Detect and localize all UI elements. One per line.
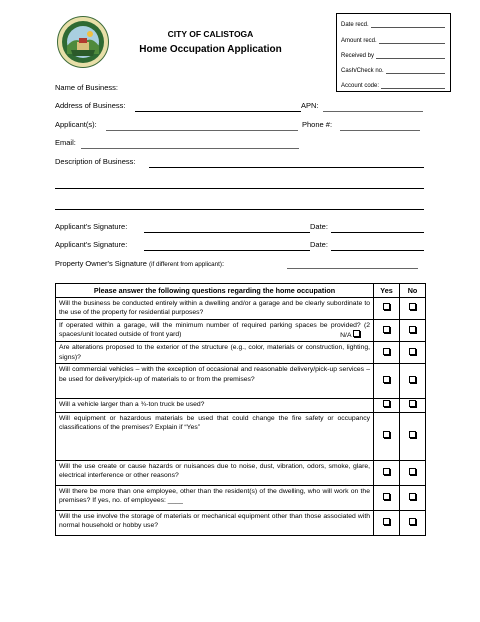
question-row [56, 399, 426, 412]
office-label: Cash/Check no. [341, 68, 384, 75]
form-title: Home Occupation Application [139, 44, 282, 55]
na-option [340, 330, 370, 340]
description-label: Description of Business: [55, 157, 136, 166]
question-row [56, 342, 426, 364]
date-line-1[interactable] [331, 231, 424, 233]
no-checkbox[interactable] [409, 348, 416, 355]
no-checkbox-cell [400, 510, 426, 535]
question-row [56, 412, 426, 460]
description-line-3[interactable] [55, 208, 424, 210]
question-text: Will there be more than one employee, other than the resident(s) of the dwelling, who will work on the premises? If yes, no. of employees: ____ [56, 485, 374, 510]
na-checkbox[interactable] [353, 330, 360, 337]
applicants-line[interactable] [106, 129, 298, 131]
no-checkbox[interactable] [409, 326, 416, 333]
office-label: Date recd. [341, 22, 369, 29]
owner-signature-label [55, 259, 224, 268]
office-label: Account code: [341, 83, 380, 90]
date-label-1: Date: [310, 222, 328, 231]
no-checkbox[interactable] [409, 400, 416, 407]
yes-checkbox-cell [374, 412, 400, 460]
yes-checkbox[interactable] [383, 303, 390, 310]
question-text [56, 320, 374, 342]
applicant-signature-label-1: Applicant's Signature: [55, 222, 128, 231]
yes-checkbox[interactable] [383, 348, 390, 355]
no-checkbox-cell [400, 460, 426, 485]
question-text-content: If operated within a garage, will the minimum number of required parking spaces be provided? (2 spaces/unit located outside of front yard) [59, 322, 370, 339]
question-text: Will commercial vehicles – with the exception of occasional and reasonable delivery/pick-up services – be used for delivery/pick-up of materials to or from the premises? [56, 364, 374, 399]
no-checkbox-cell [400, 364, 426, 399]
question-text: Will the business be conducted entirely within a dwelling and/or a garage and be clearly subordinate to the use of the property for residential purposes? [56, 298, 374, 320]
no-header: No [400, 284, 426, 298]
office-received-by [341, 47, 450, 62]
phone-label: Phone #: [302, 120, 333, 129]
office-line[interactable] [376, 58, 445, 59]
owner-signature-text: Property Owner's Signature [55, 259, 147, 268]
applicant-signature-line-2[interactable] [144, 249, 310, 251]
city-seal-logo [57, 16, 109, 68]
business-address-line[interactable] [135, 110, 301, 112]
email-label: Email: [55, 138, 76, 147]
yes-checkbox[interactable] [383, 326, 390, 333]
question-text: Are alterations proposed to the exterior of the structure (e.g., color, materials or construction, lighting, signs)? [56, 342, 374, 364]
no-checkbox[interactable] [409, 431, 416, 438]
office-label: Received by [341, 52, 375, 59]
office-line[interactable] [371, 27, 445, 28]
yes-checkbox[interactable] [383, 400, 390, 407]
no-checkbox[interactable] [409, 303, 416, 310]
no-checkbox[interactable] [409, 468, 416, 475]
question-row [56, 510, 426, 535]
no-checkbox-cell [400, 399, 426, 412]
apn-line[interactable] [323, 110, 423, 112]
office-date-received [341, 16, 450, 31]
yes-checkbox[interactable] [383, 518, 390, 525]
question-row [56, 485, 426, 510]
yes-checkbox[interactable] [383, 431, 390, 438]
date-label-2: Date: [310, 240, 328, 249]
question-row [56, 298, 426, 320]
questions-table [55, 283, 426, 536]
description-line-2[interactable] [55, 187, 424, 189]
no-checkbox-cell [400, 412, 426, 460]
yes-checkbox-cell [374, 485, 400, 510]
question-text: Will the use involve the storage of materials or mechanical equipment other than those associated with normal household or hobby use? [56, 510, 374, 535]
table-header: Please answer the following questions regarding the home occupation [56, 284, 374, 298]
yes-checkbox[interactable] [383, 468, 390, 475]
business-address-label: Address of Business: [55, 101, 126, 110]
yes-checkbox-cell [374, 298, 400, 320]
yes-checkbox[interactable] [383, 376, 390, 383]
applicant-signature-label-2: Applicant's Signature: [55, 240, 128, 249]
office-amount-received [341, 31, 450, 46]
yes-checkbox-cell [374, 510, 400, 535]
owner-signature-note: (if different from applicant) [148, 261, 223, 268]
no-checkbox-cell [400, 320, 426, 342]
phone-line[interactable] [340, 129, 420, 131]
office-use-box [336, 13, 451, 92]
office-account-code [341, 77, 450, 92]
description-line-1[interactable] [149, 166, 424, 168]
office-cash-check-no [341, 62, 450, 77]
apn-label: APN: [301, 101, 319, 110]
office-line[interactable] [379, 43, 445, 44]
date-line-2[interactable] [331, 249, 424, 251]
office-label: Amount recd. [341, 37, 377, 44]
question-row [56, 320, 426, 342]
yes-checkbox-cell [374, 399, 400, 412]
office-line[interactable] [386, 73, 445, 74]
city-name: CITY OF CALISTOGA [167, 29, 254, 39]
no-checkbox-cell [400, 485, 426, 510]
yes-checkbox-cell [374, 320, 400, 342]
na-label: N/A [340, 332, 352, 340]
business-name-label: Name of Business: [55, 83, 118, 92]
yes-checkbox-cell [374, 342, 400, 364]
question-text: Will equipment or hazardous materials be used that could change the fire safety or occupancy classifications of the premises? Explain if “Yes” [56, 412, 374, 460]
no-checkbox-cell [400, 298, 426, 320]
owner-signature-line[interactable] [287, 267, 418, 269]
applicants-label: Applicant(s): [55, 120, 97, 129]
no-checkbox[interactable] [409, 376, 416, 383]
yes-header: Yes [374, 284, 400, 298]
table-header-row [56, 284, 426, 298]
no-checkbox-cell [400, 342, 426, 364]
no-checkbox[interactable] [409, 518, 416, 525]
question-text: Will a vehicle larger than a ¾-ton truck be used? [56, 399, 374, 412]
no-checkbox[interactable] [409, 493, 416, 500]
yes-checkbox-cell [374, 364, 400, 399]
email-line[interactable] [81, 147, 299, 149]
question-text: Will the use create or cause hazards or nuisances due to noise, dust, vibration, odors, smoke, glare, electrical interference or other reasons? [56, 460, 374, 485]
question-row [56, 364, 426, 399]
yes-checkbox-cell [374, 460, 400, 485]
yes-checkbox[interactable] [383, 493, 390, 500]
owner-signature-colon: : [222, 259, 225, 268]
office-line[interactable] [381, 88, 445, 89]
question-row [56, 460, 426, 485]
applicant-signature-line-1[interactable] [144, 231, 310, 233]
